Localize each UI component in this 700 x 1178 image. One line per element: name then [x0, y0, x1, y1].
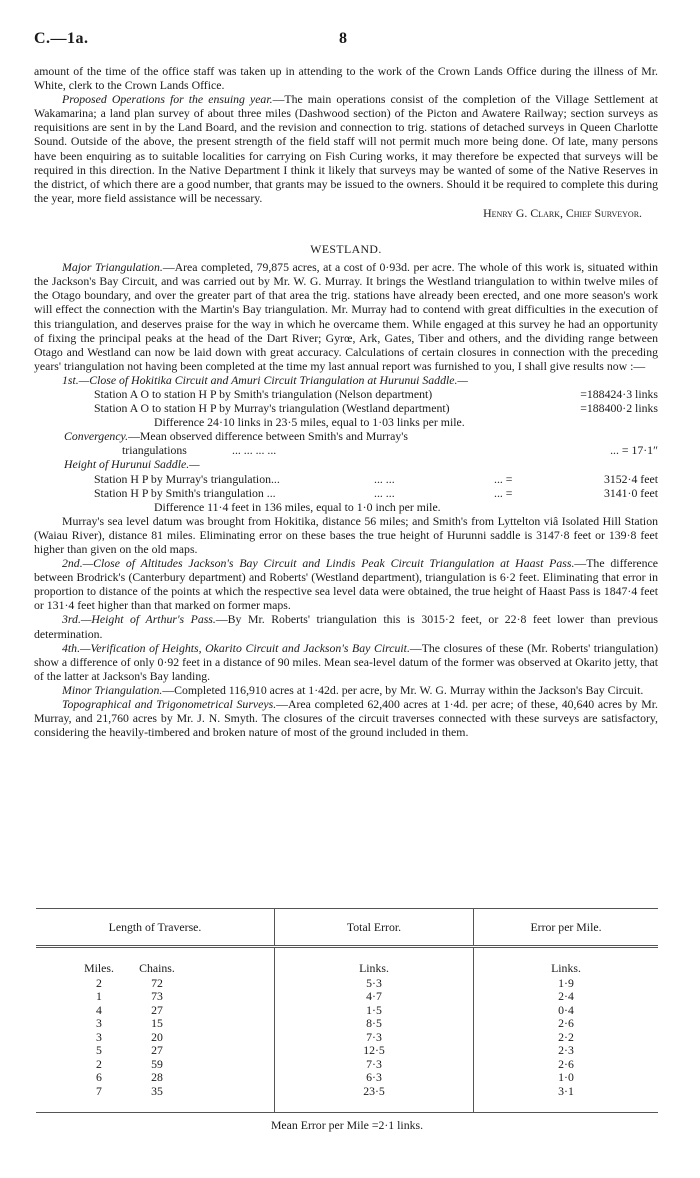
major-triangulation-paragraph: [34, 260, 658, 373]
table-cell: 8·5: [366, 1016, 382, 1030]
table-cell: 2: [96, 1056, 102, 1071]
table-cell: 5: [96, 1043, 102, 1057]
table-cell: 3: [96, 1016, 102, 1030]
table-cell: 5·3: [366, 975, 382, 990]
table-cell: 7·3: [366, 1029, 382, 1044]
table-cell: 2·3: [558, 1043, 574, 1057]
first-closure-heading: 1st.—Close of Hokitika Circuit and Amuri Circuit Triangulation at Hurunui Saddle.—: [62, 372, 468, 387]
table-cell: 59: [151, 1056, 163, 1071]
table-cell: 23·5: [363, 1083, 385, 1098]
table-header-length: Length of Traverse.: [36, 909, 275, 947]
table-cell: 28: [151, 1070, 163, 1084]
third-height-paragraph: 3rd.—Height of Arthur's Pass.—By Mr. Roberts' triangulation this is 3015·2 feet, or 22·8 feet lower than previous determination.: [34, 612, 658, 641]
proposed-operations-paragraph: [34, 92, 658, 205]
traverse-error-table: [36, 908, 658, 1113]
height-difference: Difference 11·4 feet in 136 miles, equal to 1·0 inch per mile.: [154, 499, 441, 514]
table-cell: 2·6: [558, 1016, 574, 1030]
miles-column: Miles. 2 1 4 3 3 5 2 6 7: [77, 962, 121, 1098]
table-cell: 6·3: [366, 1070, 382, 1084]
closure-line-murray: Station A O to station H P by Murray's triangulation (Westland department) =188400·2 links: [94, 401, 658, 416]
continuation-paragraph: amount of the time of the office staff was taken up in attending to the work of the Crown Lands Office during the illness of Mr. White, clerk to the Crown Lands Office.: [34, 64, 658, 93]
table-cell: 12·5: [363, 1043, 385, 1057]
page-number: 8: [339, 30, 347, 47]
error-per-mile-column: Links. 1·9 2·4 0·4 2·6 2·2 2·3 2·6 1·0 3·1: [474, 947, 659, 1113]
height-line-murray: Station H P by Murray's triangulation... ... ... ... = 3152·4 feet: [94, 471, 658, 486]
table-cell: 72: [151, 975, 163, 990]
minor-triangulation-paragraph: Minor Triangulation.—Completed 116,910 acres at 1·42d. per acre, by Mr. W. G. Murray within the Jackson's Bay Circuit.: [62, 682, 644, 697]
total-error-column: Links. 5·3 4·7 1·5 8·5 7·3 12·5 7·3 6·3 23·5: [275, 947, 474, 1113]
table-cell: 35: [151, 1083, 163, 1098]
second-closure-paragraph: 2nd.—Close of Altitudes Jackson's Bay Circuit and Lindis Peak Circuit Triangulation at Haast Pass.—The difference between Brodrick's (Canterbury department) and Roberts' (Westland department), triangulation is 6·2 feet. Eliminating that error in proportion to distance of the points at which the respective sea level data were obtained, the true height of Haast Pass is 1847·4 feet or 131·4 feet higher than that marked on former maps.: [34, 556, 658, 613]
length-column: [36, 947, 275, 1113]
table-cell: 7·3: [366, 1056, 382, 1071]
sea-level-paragraph: Murray's sea level datum was brought from Hokitika, distance 56 miles; and Smith's from Lyttelton viâ Isolated Hill Station (Waiau River), distance 81 miles. Eliminating error on these bases the true height of Hurunni saddle is 3147·8 feet or 139·8 feet higher than given on the old maps.: [34, 513, 658, 556]
table-cell: 2·4: [558, 989, 574, 1003]
page-header: [34, 30, 666, 52]
table-header-total-error: Total Error.: [275, 909, 474, 947]
fourth-verification-paragraph: 4th.—Verification of Heights, Okarito Circuit and Jackson's Bay Circuit.—The closures of these (Mr. Roberts' triangulation) show a difference of only 0·92 feet in a distance of 90 miles. Mean sea-level datum of the former was observed at Okarito jetty, that of the latter at Jackson's Bay landing.: [34, 640, 659, 683]
signature: Henry G. Clark, Chief Surveyor.: [483, 205, 642, 220]
major-triangulation-text: —Area completed, 79,875 acres, at a cost of 0·93d. per acre. The whole of this work is, situated within the Jackson's Bay Circuit, and was carried out by Mr. W. G. Murray. It brings the Westland triangulation to within twelve miles of the Otago boundary, and over the greater part of that area the trig. stations have already been erected, and one more season's work will effect the connection with the Martin's Bay triangulation. Mr. Murray had to contend with great difficulties in the execution of this triangulation, and deserves praise for the way in which he overcame them. While engaged at this survey he had an opportunity of fixing the principal peaks at the head of the Dart River; Gyrœ, Ark, Gates, Tiber and others, and the dividing range between Otago and Westland can now be laid down with great accuracy. Calculations of certain closures in connection with the preceding years' triangulation not having been completed at the time my last annual report was furnished to you, I shall give results now :—: [34, 260, 659, 373]
closure-line-smith: Station A O to station H P by Smith's triangulation (Nelson department) =188424·3 links: [94, 386, 658, 401]
table-cell: 1·5: [366, 1002, 382, 1017]
height-line-smith: Station H P by Smith's triangulation ... ... ... ... = 3141·0 feet: [94, 485, 658, 500]
table-cell: 15: [151, 1016, 163, 1030]
section-title: WESTLAND.: [310, 242, 382, 257]
table-cell: 27: [151, 1002, 163, 1017]
table-cell: 1·9: [558, 975, 574, 990]
table-cell: 2·2: [558, 1029, 574, 1044]
table-cell: 4: [96, 1002, 102, 1017]
chains-column: Chains. 72 73 27 15 20 27 59 28 35: [131, 962, 183, 1098]
table-cell: 20: [151, 1029, 163, 1044]
table-cell: 3·1: [558, 1083, 574, 1098]
topographical-paragraph: Topographical and Trigonometrical Surveys.—Area completed 62,400 acres at 1·4d. per acre; of these, 40,640 acres by Mr. Murray, and 21,760 acres by Mr. J. N. Smyth. The closures of the circuit traverses connected with these surveys are satisfactory, considering the heavily-timbered and broken nature of most of the ground included in them.: [34, 697, 658, 740]
document-reference: C.—1a.: [34, 30, 89, 47]
document-body: [34, 64, 658, 739]
table-cell: 2·6: [558, 1056, 574, 1071]
major-triangulation-title: Major Triangulation.: [62, 260, 163, 275]
table-cell: 6: [96, 1070, 102, 1084]
convergency-line: triangulations ... ... ... ... ... = 17·1″: [122, 443, 658, 458]
table-cell: 4·7: [366, 989, 382, 1003]
table-cell: 73: [151, 989, 163, 1003]
table-cell: 7: [96, 1083, 102, 1098]
table-cell: 0·4: [558, 1002, 574, 1017]
table-cell: 1: [96, 989, 102, 1003]
closure-difference: Difference 24·10 links in 23·5 miles, equal to 1·03 links per mile.: [154, 415, 465, 430]
table-cell: 1·0: [558, 1070, 574, 1084]
proposed-operations-text: —The main operations consist of the completion of the Village Settlement at Wakamarina; a land plan survey of about three miles (Dashwood section) of the Picton and Awatere Railway; section surveys as requisitions are sent in by the Land Board, and the revision and connection to trig. stations of detached surveys in Queen Charlotte Sound. Outside of the above, the present strength of the field staff will not permit much more being done. Of late, many persons have been enquiring as to suitable localities for carrying on Fish Curing works, it may therefore be expected that surveys will be required in this direction. In the Native Department I think it likely that surveys may be wanted of some of the Native Reserves in the district, of which there are a good number, that grants may be issued to the owners. Should it be required to complete this during the year, more field assistance will be necessary.: [34, 92, 658, 205]
height-heading: Height of Hurunui Saddle.—: [64, 457, 200, 472]
table-cell: 3: [96, 1029, 102, 1044]
table-cell: 2: [96, 975, 102, 990]
convergency-paragraph: Convergency.—Mean observed difference between Smith's and Murray's: [64, 429, 408, 444]
table-cell: 27: [151, 1043, 163, 1057]
proposed-operations-title: Proposed Operations for the ensuing year.: [62, 92, 273, 107]
mean-error-line: Mean Error per Mile =2·1 links.: [270, 1118, 424, 1132]
table-header-error-per-mile: Error per Mile.: [474, 909, 659, 947]
